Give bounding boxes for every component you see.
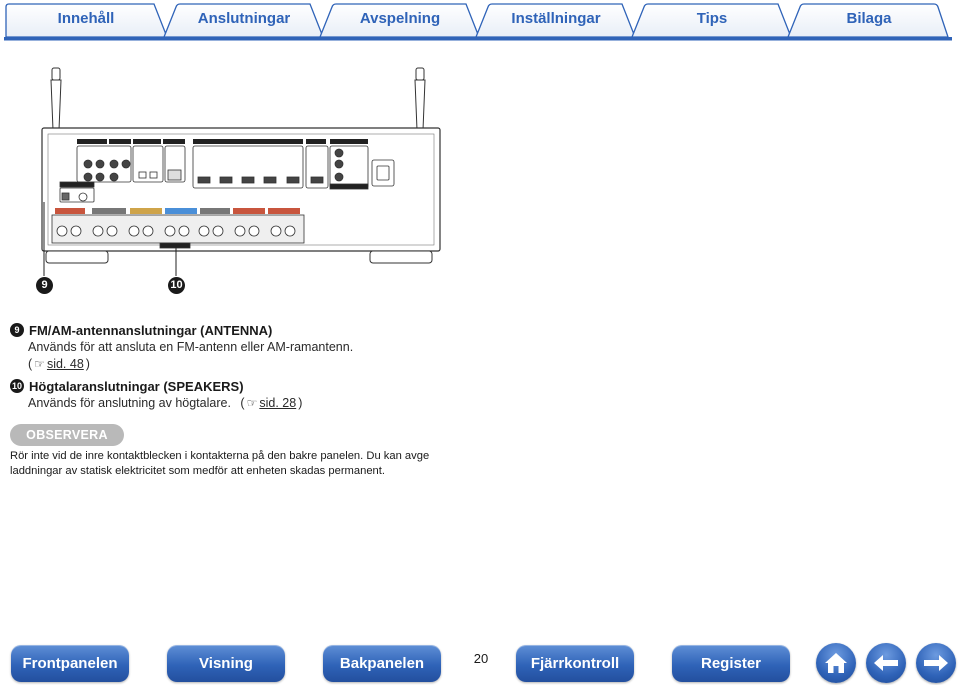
optical-inputs	[133, 146, 163, 182]
nav-bakpanelen-button[interactable]: Bakpanelen	[323, 645, 441, 682]
note-badge: OBSERVERA	[10, 424, 124, 446]
item-title: FM/AM-antennanslutningar (ANTENNA)	[29, 322, 273, 338]
video-jacks	[330, 146, 368, 189]
nav-fjarrkontroll-button[interactable]: Fjärrkontroll	[516, 645, 634, 682]
callout-9: 9	[36, 277, 53, 294]
ref-bracket: (	[240, 396, 245, 410]
page-reference	[28, 356, 90, 373]
nav-visning-button[interactable]: Visning	[167, 645, 285, 682]
page-link-28[interactable]: sid. 28	[259, 396, 297, 410]
ref-bracket: (	[28, 357, 33, 371]
antenna-terminals	[60, 182, 94, 202]
tab-underline	[4, 37, 952, 41]
item-number: 10	[11, 381, 22, 391]
tab-avspelning[interactable]: Avspelning	[359, 10, 441, 27]
home-button[interactable]	[816, 643, 856, 683]
item-title: Högtalaranslutningar (SPEAKERS)	[29, 378, 244, 394]
tab-innehall[interactable]: Innehåll	[57, 10, 115, 27]
terminal-descriptions	[10, 321, 480, 412]
tab-anslutningar[interactable]: Anslutningar	[197, 10, 291, 27]
hdmi-monitor-output	[306, 146, 328, 188]
note-text: Rör inte vid de inre kontaktblecken i kontakterna på den bakre panelen. Du kan avge laddningar av statisk elektricitet som medför att enheten skadas permanent.	[10, 450, 430, 477]
item-antenna	[10, 321, 480, 373]
ref-bracket: )	[85, 357, 90, 371]
page-reference	[240, 395, 302, 412]
tab-bilaga[interactable]: Bilaga	[846, 10, 892, 27]
arrow-left-icon	[872, 653, 900, 673]
tab-tips[interactable]: Tips	[696, 10, 728, 27]
analog-audio-jacks	[77, 146, 131, 182]
wifi-antenna-left	[50, 68, 62, 136]
rear-panel-figure	[0, 60, 960, 300]
back-button[interactable]	[866, 643, 906, 683]
network-port	[165, 146, 185, 182]
ref-bracket: )	[298, 396, 303, 410]
callout-10: 10	[168, 277, 185, 294]
item-speakers	[10, 377, 480, 412]
page-link-48[interactable]: sid. 48	[46, 357, 84, 371]
home-icon	[823, 651, 849, 675]
nav-frontpanelen-button[interactable]: Frontpanelen	[11, 645, 129, 682]
top-tab-bar	[4, 3, 952, 41]
pointing-hand-icon: ☞	[246, 396, 258, 410]
item-body: Används för anslutning av högtalare.	[28, 396, 231, 410]
wifi-antenna-right	[414, 68, 426, 136]
ac-inlet	[372, 160, 394, 186]
item-number: 9	[10, 323, 24, 337]
nav-register-button[interactable]: Register	[672, 645, 790, 682]
page-number: 20	[473, 651, 489, 666]
forward-button[interactable]	[916, 643, 956, 683]
speaker-terminals	[52, 215, 304, 248]
hdmi-inputs	[193, 146, 303, 188]
item-body: Används för att ansluta en FM-antenn eller AM-ramantenn.	[28, 340, 354, 354]
arrow-right-icon	[922, 653, 950, 673]
foot-left	[46, 251, 108, 263]
foot-right	[370, 251, 432, 263]
pointing-hand-icon: ☞	[34, 357, 45, 371]
receiver-rear-panel-illustration	[0, 60, 960, 300]
tab-installningar[interactable]: Inställningar	[511, 10, 601, 27]
